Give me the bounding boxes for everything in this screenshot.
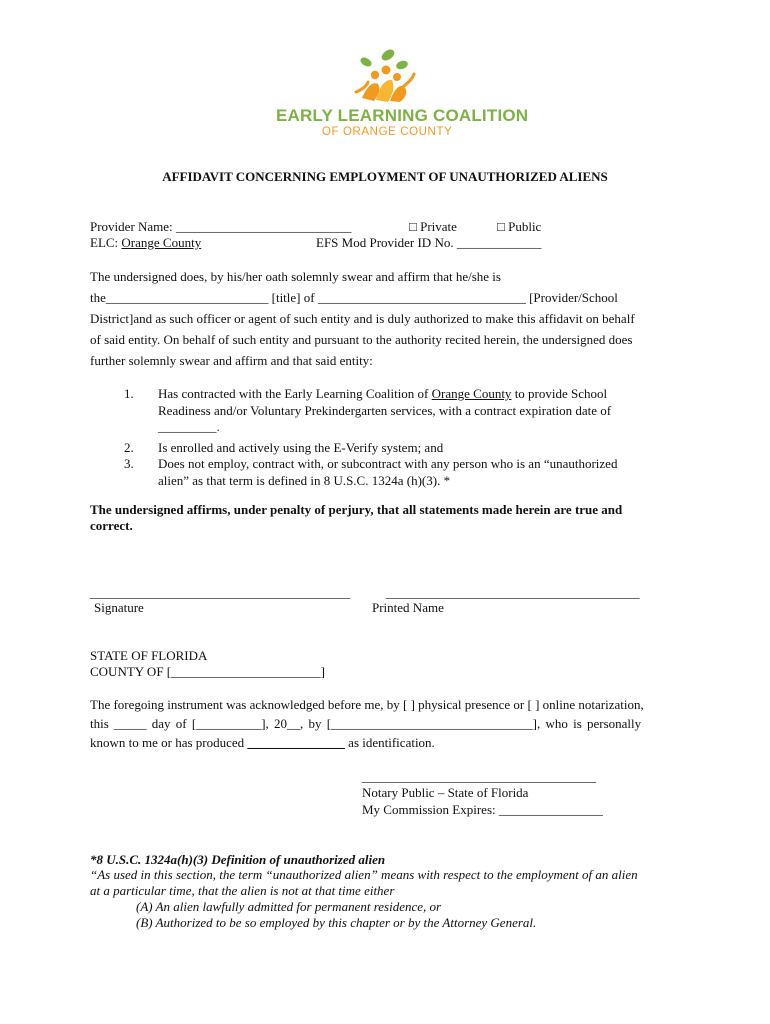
affirmation-line: correct. (90, 518, 133, 533)
efs-provider-id-field: EFS Mod Provider ID No. _____________ (316, 235, 542, 250)
list-text: Is enrolled and actively using the E-Verify system; and (158, 439, 444, 455)
elc-value: Orange County (121, 235, 202, 250)
definition-item-a: (A) An alien lawfully admitted for permanent residence, or (136, 899, 442, 914)
oath-line: of said entity. On behalf of such entity and pursuant to the authority recited herein, the undersigned does (90, 332, 633, 347)
list-text: Does not employ, contract with, or subcontract with any person who is an “unauthorized alien” as that term is defined in 8 U.S.C. 1324a (h)(3). * (158, 456, 618, 488)
children-figures-icon (270, 46, 500, 108)
public-checkbox: □ Public (497, 219, 542, 234)
county-name: Orange County (431, 386, 512, 401)
notary-text-line: this _____ day of [__________], 20__, by [_______________________________], who is personally (90, 716, 642, 731)
list-number: 3. (124, 456, 134, 471)
commission-expires: My Commission Expires: ________________ (362, 802, 603, 817)
county-line: COUNTY OF [_______________________] (90, 664, 325, 679)
elc-label: ELC: (90, 235, 119, 250)
logo-name: EARLY LEARNING COALITION (276, 106, 529, 125)
oath-line: further solemnly swear and affirm and that said entity: (90, 353, 373, 368)
oath-paragraph (90, 266, 690, 371)
elc-field (90, 234, 201, 252)
printed-name-label: Printed Name (372, 600, 444, 615)
oath-line: The undersigned does, by his/her oath solemnly swear and affirm that he/she is (90, 269, 501, 284)
signature-label: Signature (94, 600, 144, 615)
private-checkbox: □ Private (409, 219, 457, 234)
provider-name-blank: ___________________________ (175, 219, 352, 234)
state-line: STATE OF FLORIDA (90, 648, 208, 663)
affirmation-line: The undersigned affirms, under penalty of perjury, that all statements made herein are true and (90, 502, 623, 517)
conditions-list (124, 386, 669, 489)
elc-logo (270, 46, 529, 142)
list-number: 1. (124, 386, 134, 401)
provider-name-label: Provider Name: (90, 219, 173, 234)
oath-line: the_________________________ [title] of ________________________________ [Provider/School (90, 290, 618, 305)
identification-blank: _______________ (247, 735, 345, 750)
definition-line: “As used in this section, the term “unauthorized alien” means with respect to the employment of an alien (90, 867, 638, 882)
list-item (124, 440, 669, 457)
notary-text-line: known to me or has produced _______________ as identification. (90, 735, 435, 750)
printed-name-line: _______________________________________ (386, 585, 640, 600)
definition-heading: *8 U.S.C. 1324a(h)(3) Definition of unauthorized alien (90, 852, 386, 867)
list-item (124, 456, 669, 489)
notary-label: Notary Public – State of Florida (362, 785, 529, 800)
definition-line: at a particular time, that the alien is not at that time either (90, 883, 395, 898)
oath-line: District]and as such officer or agent of such entity and is duly authorized to make this affidavit on behalf (90, 311, 635, 326)
signature-line: ________________________________________ (90, 585, 350, 600)
document-title: AFFIDAVIT CONCERNING EMPLOYMENT OF UNAUTHORIZED ALIENS (162, 169, 608, 184)
notary-text-line: The foregoing instrument was acknowledged before me, by [ ] physical presence or [ ] online notarization, (90, 697, 644, 712)
logo-subtitle: OF ORANGE COUNTY (322, 126, 453, 138)
list-text: Has contracted with the Early Learning Coalition of Orange County to provide School Readiness and/or Voluntary Prekindergarten services, with a contract expiration date of _________. (158, 386, 612, 434)
list-item (124, 386, 669, 436)
notary-signature-line: ____________________________________ (362, 769, 596, 784)
list-number: 2. (124, 439, 134, 455)
definition-item-b: (B) Authorized to be so employed by this chapter or by the Attorney General. (136, 915, 537, 930)
